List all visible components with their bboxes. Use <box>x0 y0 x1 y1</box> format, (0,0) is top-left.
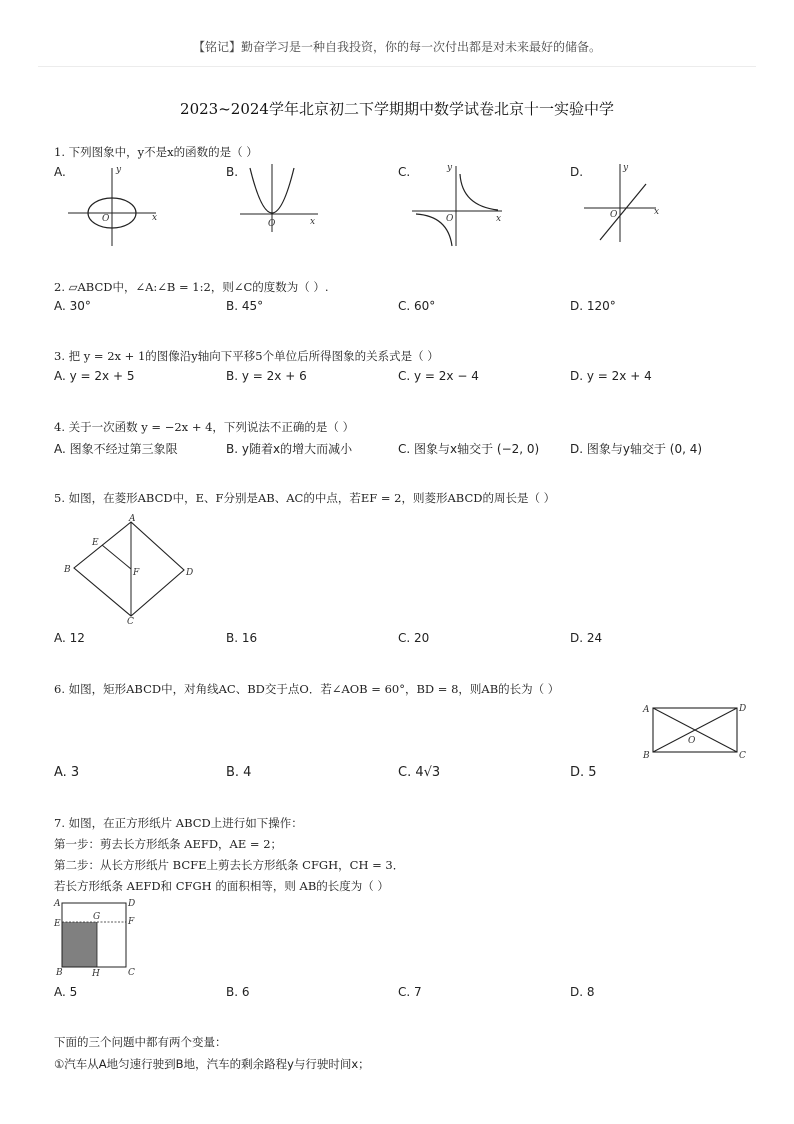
header-divider <box>38 66 756 67</box>
q1c-y-label: y <box>447 163 453 173</box>
q3-option-d[interactable]: D. y = 2x + 4 <box>570 369 652 383</box>
q5-stem: 5. 如图，在菱形ABCD中，E、F分别是AB、AC的中点，若EF = 2，则菱形ABCD的周长是（ ） <box>54 491 556 505</box>
q1-graph-a-ellipse <box>60 158 170 250</box>
q1c-x-label: x <box>496 214 502 224</box>
q6-label-o: O <box>688 736 696 746</box>
exam-title: 2023~2024学年北京初二下学期期中数学试卷北京十一实验中学 <box>180 100 614 118</box>
q4-option-c[interactable]: C. 图象与x轴交于 (−2, 0) <box>398 442 540 456</box>
q1-graph-c-hyperbola <box>404 158 514 250</box>
variables-intro: 下面的三个问题中都有两个变量： <box>54 1035 227 1049</box>
q7-label-a: A <box>54 899 61 909</box>
q7-option-b[interactable]: B. 6 <box>226 985 250 999</box>
q1b-origin-label: O <box>268 219 276 229</box>
q6-stem: 6. 如图，矩形ABCD中，对角线AC、BD交于点O．若∠AOB = 60°，BD = 8，则AB的长为（ ） <box>54 682 560 696</box>
q1a-origin-label: O <box>102 214 110 224</box>
q5-label-a: A <box>129 514 136 524</box>
q7-stem: 7. 如图，在正方形纸片 ABCD上进行如下操作： <box>54 816 303 830</box>
q6-option-b[interactable]: B. 4 <box>226 765 252 780</box>
q1d-y-label: y <box>623 163 629 173</box>
q5-rhombus-figure <box>60 512 200 624</box>
q7-label-f: F <box>128 917 135 927</box>
q7-option-a[interactable]: A. 5 <box>54 985 78 999</box>
q2-option-b[interactable]: B. 45° <box>226 299 264 313</box>
q3-stem: 3. 把 y = 2x + 1的图像沿y轴向下平移5个单位后所得图象的关系式是（ ） <box>54 349 439 363</box>
q1-graph-b-parabola <box>232 158 332 238</box>
q6-label-c: C <box>739 751 746 761</box>
q1d-x-label: x <box>654 207 660 217</box>
q4-stem: 4. 关于一次函数 y = −2x + 4，下列说法不正确的是（ ） <box>54 420 355 434</box>
q7-square-figure <box>52 896 142 978</box>
q7-step2: 第二步：从长方形纸片 BCFE上剪去长方形纸条 CFGH，CH = 3． <box>54 858 405 872</box>
q7-label-e: E <box>54 919 61 929</box>
q1d-origin-label: O <box>610 210 618 220</box>
q6-label-a: A <box>643 705 650 715</box>
q6-label-b: B <box>643 751 650 761</box>
q6-rectangle-figure <box>640 698 750 764</box>
q7-label-g: G <box>93 912 101 922</box>
q1c-origin-label: O <box>446 214 454 224</box>
variables-item-1: ①汽车从A地匀速行驶到B地，汽车的剩余路程y与行驶时间x； <box>54 1057 370 1071</box>
q4-option-a[interactable]: A. 图象不经过第三象限 <box>54 442 178 456</box>
q6-label-d: D <box>739 704 747 714</box>
q7-option-c[interactable]: C. 7 <box>398 985 422 999</box>
q1-label-d[interactable]: D. <box>570 165 584 179</box>
q2-option-d[interactable]: D. 120° <box>570 299 616 313</box>
q3-option-a[interactable]: A. y = 2x + 5 <box>54 369 135 383</box>
q5-option-c[interactable]: C. 20 <box>398 631 430 645</box>
q5-label-f: F <box>133 568 140 578</box>
q7-option-d[interactable]: D. 8 <box>570 985 595 999</box>
q7-label-h: H <box>92 969 100 978</box>
q5-label-d: D <box>186 568 194 578</box>
q5-label-b: B <box>64 565 71 575</box>
q3-option-b[interactable]: B. y = 2x + 6 <box>226 369 307 383</box>
q2-option-a[interactable]: A. 30° <box>54 299 91 313</box>
q1-stem: 1. 下列图象中，y不是x的函数的是（ ） <box>54 145 258 159</box>
q5-option-d[interactable]: D. 24 <box>570 631 603 645</box>
q1a-x-label: x <box>152 213 158 223</box>
q4-option-b[interactable]: B. y随着x的增大而减小 <box>226 442 353 456</box>
q6-option-d[interactable]: D. 5 <box>570 765 597 780</box>
q7-step1: 第一步：剪去长方形纸条 AEFD，AE = 2； <box>54 837 283 851</box>
q4-option-d[interactable]: D. 图象与y轴交于 (0, 4) <box>570 442 703 456</box>
q1-label-c[interactable]: C. <box>398 165 411 179</box>
q1b-x-label: x <box>310 217 316 227</box>
q1-graph-d-line <box>576 158 676 250</box>
q5-option-a[interactable]: A. 12 <box>54 631 85 645</box>
q2-stem: 2. ▱ABCD中，∠A:∠B = 1:2，则∠C的度数为（ ）. <box>54 280 329 294</box>
page-header-motto: 【铭记】勤奋学习是一种自我投资，你的每一次付出都是对未来最好的储备。 <box>192 40 601 54</box>
q1-label-a[interactable]: A. <box>54 165 66 179</box>
q7-label-d: D <box>128 899 136 909</box>
q5-label-e: E <box>92 538 99 548</box>
q7-label-c: C <box>128 968 135 978</box>
q3-option-c[interactable]: C. y = 2x − 4 <box>398 369 479 383</box>
q6-option-a[interactable]: A. 3 <box>54 765 80 780</box>
q7-condition: 若长方形纸条 AEFD和 CFGH 的面积相等，则 AB的长度为（ ） <box>54 879 389 893</box>
q1a-y-label: y <box>116 165 122 175</box>
q5-option-b[interactable]: B. 16 <box>226 631 258 645</box>
q5-label-c: C <box>127 617 134 624</box>
q6-option-c[interactable]: C. 4√3 <box>398 765 441 780</box>
q7-label-b: B <box>56 968 63 978</box>
q1-label-b[interactable]: B. <box>226 165 239 179</box>
q2-option-c[interactable]: C. 60° <box>398 299 436 313</box>
q7-shaded-region <box>62 922 97 967</box>
